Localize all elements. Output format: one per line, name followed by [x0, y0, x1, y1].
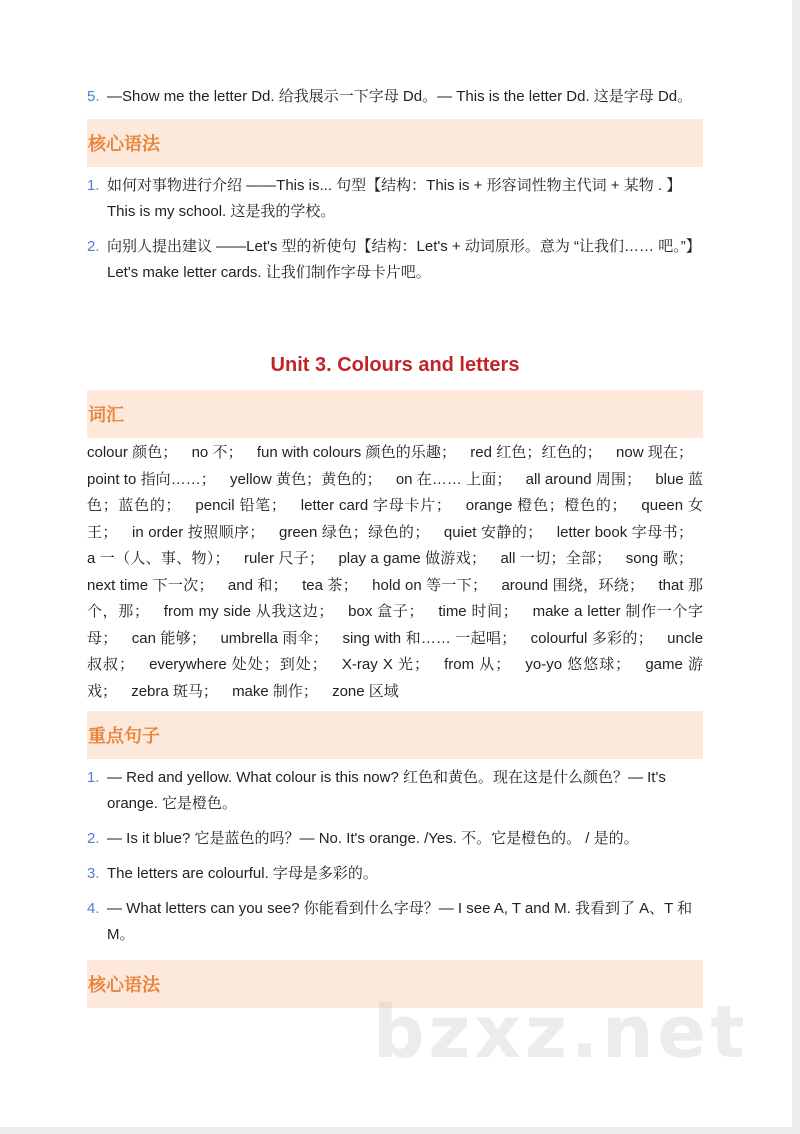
section-banner-sentences: [87, 711, 703, 759]
vocab-entry: ruler 尺子；: [243, 550, 324, 567]
vocab-entry: tea 茶；: [302, 576, 358, 594]
sentence-item: [87, 861, 703, 887]
item-number: 1.: [87, 177, 100, 194]
vocab-entry: point to 指向……；: [87, 470, 216, 488]
grammar-item: [87, 173, 703, 225]
vocab-entry: letter book 字母书；: [556, 523, 694, 541]
item-number: 2.: [87, 238, 100, 255]
vocab-entry: from my side 从我这边；: [163, 603, 334, 620]
vocab-entry: sing with 和…… 一起唱；: [342, 629, 517, 647]
vocab-entry: a 一（人、事、物）；: [87, 550, 230, 567]
vocab-entry: queen 女王；: [87, 497, 703, 541]
sentence-item: [87, 896, 703, 948]
vocab-entry: uncle 叔叔；: [87, 629, 704, 673]
section-heading: 核心语法: [88, 134, 160, 154]
vocab-entry: letter card 字母卡片；: [300, 497, 451, 514]
vocab-entry: all 一切；全部；: [500, 550, 612, 567]
vocab-entry: blue 蓝色；蓝色的；: [87, 470, 703, 514]
item-number: 3.: [87, 865, 100, 882]
page-content: [87, 84, 703, 1014]
vocab-entry: now 现在；: [616, 444, 694, 461]
vocab-entry: X-ray X 光；: [341, 656, 429, 673]
vocab-entry: box 盒子；: [348, 603, 424, 620]
vocab-entry: zone 区域: [332, 682, 399, 700]
vocab-entry: no 不；: [191, 444, 243, 461]
item-text: — What letters can you see? 你能看到什么字母？— I see A, T and M. 我看到了 A、T 和 M。: [107, 900, 693, 943]
item-number: 1.: [87, 769, 100, 786]
vocab-entry: quiet 安静的；: [443, 523, 543, 541]
vocab-entry: umbrella 雨伞；: [220, 629, 329, 647]
section-heading: 词汇: [88, 405, 124, 425]
vocab-entry: make a letter 制作一个字母；: [87, 603, 704, 647]
vocab-paragraph: [87, 440, 703, 705]
vocab-entry: yellow 黄色；黄色的；: [230, 470, 382, 488]
section-heading: 重点句子: [88, 726, 160, 746]
vocab-entry: green 绿色；绿色的；: [279, 523, 430, 541]
vocab-entry: red 红色；红色的；: [470, 444, 602, 461]
watermark-text: bzxz.net: [373, 990, 749, 1074]
sentence-item: [87, 84, 703, 110]
item-number: 4.: [87, 900, 100, 917]
item-text: 向别人提出建议 ——Let's 型的祈使句【结构：Let's + 动词原形。意为 “让我们…… 吧。”】Let's make letter cards. 让我们制作字母卡片吧。: [107, 238, 701, 281]
item-text: —Show me the letter Dd. 给我展示一下字母 Dd。— This is the letter Dd. 这是字母 Dd。: [107, 88, 693, 105]
vocab-entry: colourful 多彩的；: [530, 629, 653, 647]
item-text: — Red and yellow. What colour is this now? 红色和黄色。现在这是什么颜色？— It's orange. 它是橙色。: [107, 769, 666, 812]
sentence-item: [87, 765, 703, 817]
unit-title: Unit 3. Colours and letters: [270, 354, 520, 376]
vocab-entry: that 那个，那；: [87, 576, 703, 620]
vocab-entry: time 时间；: [438, 603, 518, 620]
vocab-entry: everywhere 处处；到处；: [149, 656, 327, 673]
sentence-item: [87, 826, 703, 852]
vocab-entry: game 游戏；: [87, 656, 704, 700]
item-number: 5.: [87, 88, 100, 105]
vocab-entry: orange 橙色；橙色的；: [465, 497, 627, 514]
vocab-entry: on 在…… 上面；: [395, 470, 512, 488]
vocab-entry: play a game 做游戏；: [338, 550, 486, 567]
vocab-entry: around 围绕，环绕；: [501, 576, 645, 594]
vocab-entry: yo-yo 悠悠球；: [525, 656, 631, 673]
vocab-entry: in order 按照顺序；: [131, 523, 265, 541]
vocab-entry: all around 周围；: [525, 470, 642, 488]
vocab-entry: colour 颜色；: [87, 444, 178, 461]
vocab-entry: and 和；: [227, 576, 288, 594]
vocab-entry: song 歌；: [625, 550, 693, 567]
vocab-entry: from 从；: [444, 656, 511, 673]
section-banner-vocab: [87, 390, 703, 438]
section-banner-grammar-unit3: [87, 960, 703, 1008]
vocab-entry: can 能够；: [131, 629, 206, 647]
item-text: The letters are colourful. 字母是多彩的。: [107, 865, 378, 882]
vocab-entry: pencil 铅笔；: [195, 497, 286, 514]
vocab-entry: next time 下一次；: [87, 576, 214, 594]
item-text: — Is it blue? 它是蓝色的吗？— No. It's orange. /Yes. 不。它是橙色的。 / 是的。: [107, 830, 639, 847]
item-text: 如何对事物进行介绍 ——This is... 句型【结构：This is + 形容词性物主代词 + 某物 . 】This is my school. 这是我的学校。: [107, 177, 682, 220]
vocab-entry: make 制作；: [232, 682, 318, 700]
vocab-entry: fun with colours 颜色的乐趣；: [256, 444, 457, 461]
section-heading: 核心语法: [88, 975, 160, 995]
vocab-entry: hold on 等一下；: [372, 576, 487, 594]
grammar-item: [87, 234, 703, 286]
vocab-entry: zebra 斑马；: [131, 682, 218, 700]
item-number: 2.: [87, 830, 100, 847]
section-banner-grammar: [87, 119, 703, 167]
